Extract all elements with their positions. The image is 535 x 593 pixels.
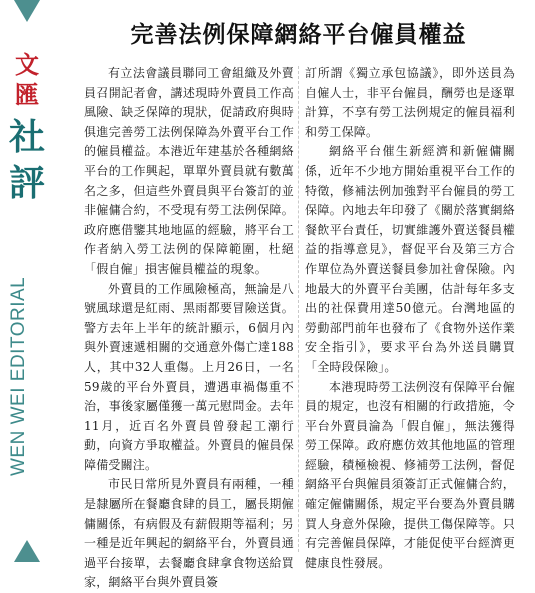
paragraph: 外賣員的工作風險極高，無論是八號風球還是紅雨、黑雨都要冒險送貨。警方去年上半年的統計顯示，6個月內與外賣速遞相關的交通意外傷亡達188人，其中32人重傷。上月26日，一名59歲的平台外賣員，遭遇車禍傷重不治，事後家屬僅獲一萬元慰問金。去年11月，近百名外賣員曾發起工潮行動，向資方爭取權益。外賣員的僱員保障備受關注。 [84,281,294,472]
paragraph: 有立法會議員聯同工會組織及外賣員召開記者會，講述現時外賣員工作高風險、缺乏保障的現狀，促請政府與時俱進完善勞工法例保障為外賣平台工作的僱員權益。本港近年建基於各種網絡平台的工作興起，單單外賣員就有數萬名之多，但這些外賣員與平台簽訂的並非僱傭合約，不受現有勞工法例保障。政府應借鑒其地地區的經驗，將平台工作者納入勞工法例的保障範圍，杜絕「假自僱」損害僱員權益的現象。 [84,66,294,276]
triangle-bottom-decoration [14,540,40,562]
paragraph: 網絡平台催生新經濟和新僱傭關係，近年不少地方開始重視平台工作的特徵，修補法例加強對平台僱員的勞工保障。內地去年印發了《關於落實網絡餐飲平台責任，切實維護外賣送餐員權益的指導意見》，督促平台及第三方合作單位為外賣送餐員參加社會保險。內地最大的外賣平台美團，估計每年多支出的社保費用達50億元。台灣地區的勞動部門前年也發布了《食物外送作業安全指引》，要求平台為外送員購買「全時段保險」。 [305,144,515,374]
column-divider [298,66,299,552]
brand-she-ping: 社評 [8,116,45,204]
paragraph: 本港現時勞工法例沒有保障平台僱員的規定，也沒有相關的行政措施，令平台外賣員淪為「假自僱」，無法獲得勞工保障。政府應仿效其他地區的管理經驗，積極檢視、修補勞工法例，督促網絡平台與僱員須簽訂正式僱傭合約，確定僱傭關係，規定平台要為外賣員購買人身意外保險，提供工傷保障等。只有完善僱員保障，才能促使平台經濟更健康良性發展。 [305,379,515,570]
editorial-headline: 完善法例保障網絡平台僱員權益 [130,21,467,48]
triangle-top-decoration [14,0,40,22]
article-column-right [305,64,515,573]
brand-wen-hui: 文匯 [15,50,39,109]
brand-english-label: WEN WEI EDITORIAL [8,276,29,476]
article-column-left [84,64,294,593]
editorial-sidebar [0,0,62,565]
paragraph: 訂所謂《獨立承包協議》，即外送員為自僱人士，非平台僱員，酬勞也是逐單計算，不享有勞工法例規定的僱員福利和勞工保障。 [305,66,515,139]
paragraph: 市民日常所見外賣員有兩種，一種是隸屬所在餐廳食肆的員工，屬長期僱傭關係，有病假及有薪假期等福利；另一種是近年興起的網絡平台，外賣員通過平台接單，去餐廳食肆拿食物送給買家，網絡平台與外賣員簽 [84,477,294,590]
